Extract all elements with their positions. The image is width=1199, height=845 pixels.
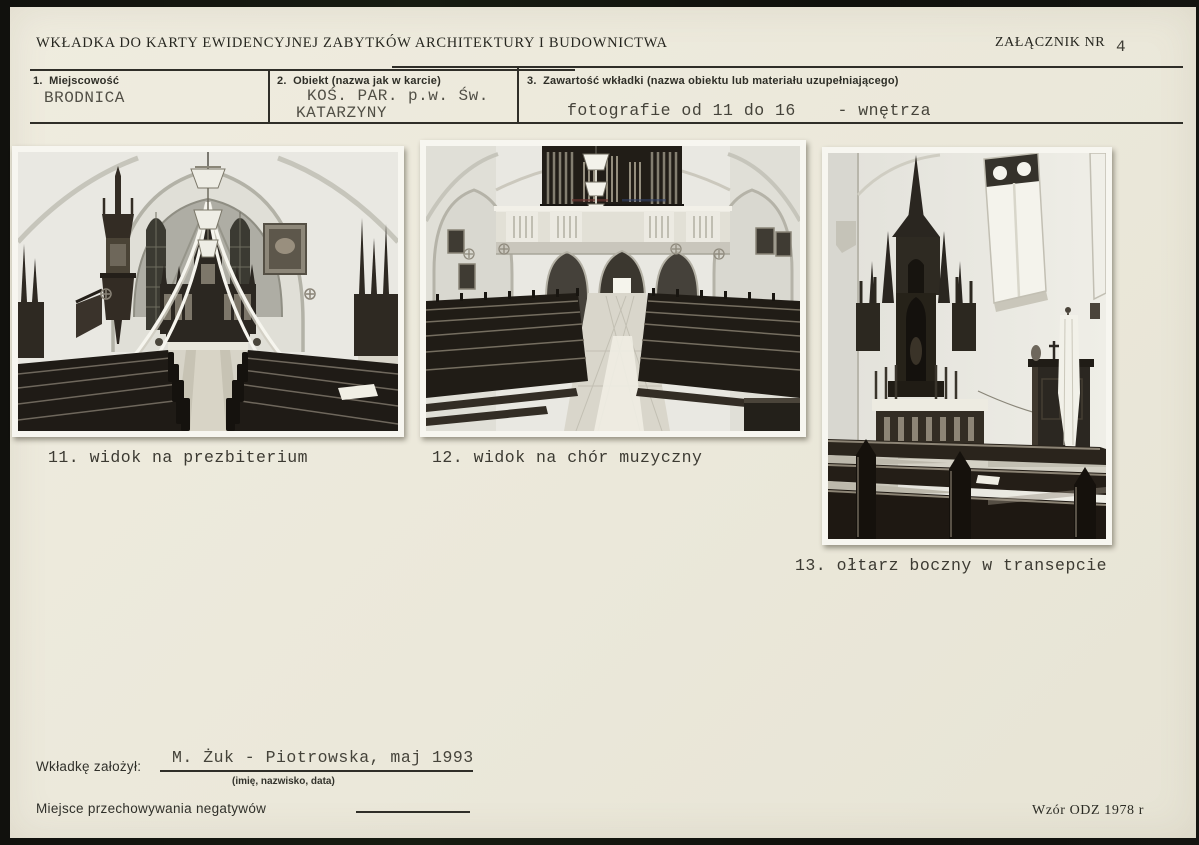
form-divider-1 — [268, 69, 270, 124]
caption-photo-12: 12. widok na chór muzyczny — [432, 448, 703, 467]
form-version-note: Wzór ODZ 1978 r — [1032, 803, 1145, 818]
form-top-rule-right — [392, 66, 1183, 68]
field-contents-label: 3. Zawartość wkładki (nazwa obiektu lub materiału uzupełniającego) — [527, 75, 899, 87]
founder-label: Wkładkę założył: — [36, 759, 142, 774]
field-contents-value: fotografie od 11 do 16 - wnętrza — [567, 101, 932, 120]
attachment-label: ZAŁĄCZNIK NR — [995, 35, 1106, 50]
field-object-label: 2. Obiekt (nazwa jak w karcie) — [277, 75, 441, 87]
document-title: WKŁADKA DO KARTY EWIDENCYJNEJ ZABYTKÓW ARCHITEKTURY I BUDOWNICTWA — [36, 35, 668, 51]
founder-signature: M. Żuk - Piotrowska, maj 1993 — [172, 748, 474, 767]
founder-signature-line — [160, 770, 473, 772]
photo-12 — [420, 140, 806, 437]
founder-hint: (imię, nazwisko, data) — [232, 776, 335, 787]
photo-13 — [822, 147, 1112, 545]
photo-11 — [12, 146, 404, 437]
field-locality-label: 1. Miejscowość — [33, 75, 120, 87]
attachment-number: 4 — [1116, 38, 1126, 56]
negatives-line — [356, 811, 470, 813]
negatives-label: Miejsce przechowywania negatywów — [36, 801, 267, 816]
field-object-value-line1: KOŚ. PAR. p.w. Św. — [307, 87, 489, 105]
photo-13-image — [828, 153, 1106, 539]
photo-12-image — [426, 146, 800, 431]
field-locality-value: BRODNICA — [44, 89, 125, 107]
form-divider-2 — [517, 68, 519, 124]
form-top-rule-left — [30, 69, 575, 71]
photo-11-image — [18, 152, 398, 431]
field-object-value-line2: KATARZYNY — [296, 104, 387, 122]
form-bottom-rule — [30, 122, 1183, 124]
caption-photo-11: 11. widok na prezbiterium — [48, 448, 309, 467]
caption-photo-13: 13. ołtarz boczny w transepcie — [795, 556, 1108, 575]
